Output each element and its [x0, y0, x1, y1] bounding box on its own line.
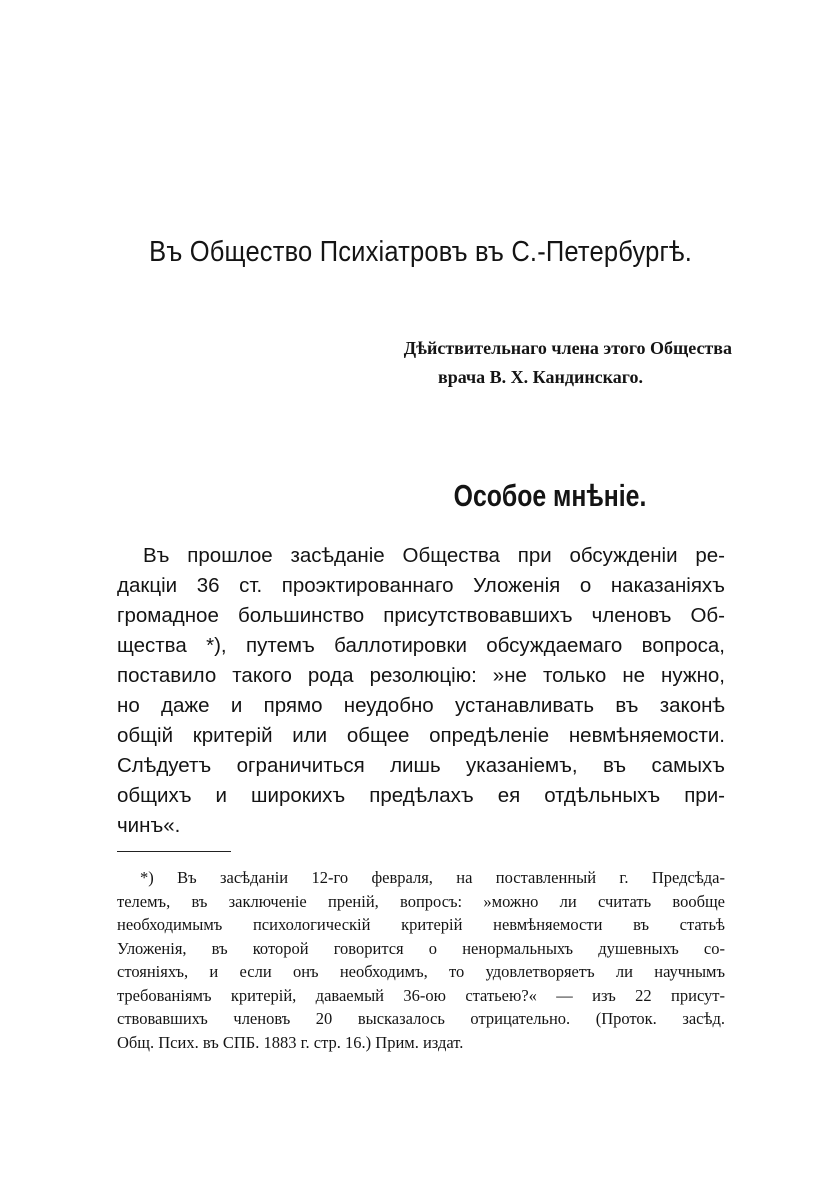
body-line: дакціи 36 ст. проэктированнаго Уложенія о наказаніяхъ [117, 574, 725, 597]
author-line-2: врача В. Х. Кандинскаго. [437, 367, 643, 387]
footnote-line: необходимымъ психологическій критерій невмѣняемости въ статьѣ [117, 915, 725, 934]
footnote-line: стояніяхъ, и если онъ необходимъ, то удовлетворяетъ ли научнымъ [117, 962, 725, 981]
footnote-line: ствовавшихъ членовъ 20 высказалось отрицательно. (Проток. засѣд. [117, 1009, 725, 1028]
page-heading: Въ Общество Психіатровъ въ С.-Петербургѣ. [149, 236, 693, 268]
author-line-1: Дѣйствительнаго члена этого Общества [403, 338, 732, 358]
footnote-line: телемъ, въ заключеніе преній, вопросъ: »можно ли считать вообще [117, 891, 725, 911]
body-line: Въ прошлое засѣданіе Общества при обсужденіи ре- [143, 544, 725, 567]
body-line: щества *), путемъ баллотировки обсуждаемаго вопроса, [117, 634, 725, 657]
body-line: общихъ и широкихъ предѣлахъ ея отдѣльныхъ при- [117, 784, 725, 807]
footnote-line: требованіямъ критерій, даваемый 36-ою статьею?« — изъ 22 присут- [117, 985, 725, 1005]
body-line: поставило такого рода резолюцію: »не только не нужно, [117, 664, 725, 687]
body-line: но даже и прямо неудобно устанавливать въ законѣ [117, 694, 725, 717]
footnote-divider [117, 851, 231, 852]
body-line: Слѣдуетъ ограничиться лишь указаніемъ, въ самыхъ [117, 754, 725, 777]
footnote-line: Общ. Псих. въ СПБ. 1883 г. стр. 16.) Прим. издат. [117, 1032, 464, 1052]
footnote-line: *) Въ засѣданіи 12-го февраля, на поставленный г. Предсѣда- [140, 868, 725, 887]
body-line: чинъ«. [117, 814, 181, 837]
body-line: громадное большинство присутствовавшихъ членовъ Об- [117, 604, 725, 627]
footnote-line: Уложенія, въ которой говорится о ненормальныхъ душевныхъ со- [117, 938, 725, 958]
document-title: Особое мнѣніе. [453, 478, 647, 513]
body-line: общій критерій или общее опредѣленіе невмѣняемости. [117, 724, 725, 747]
